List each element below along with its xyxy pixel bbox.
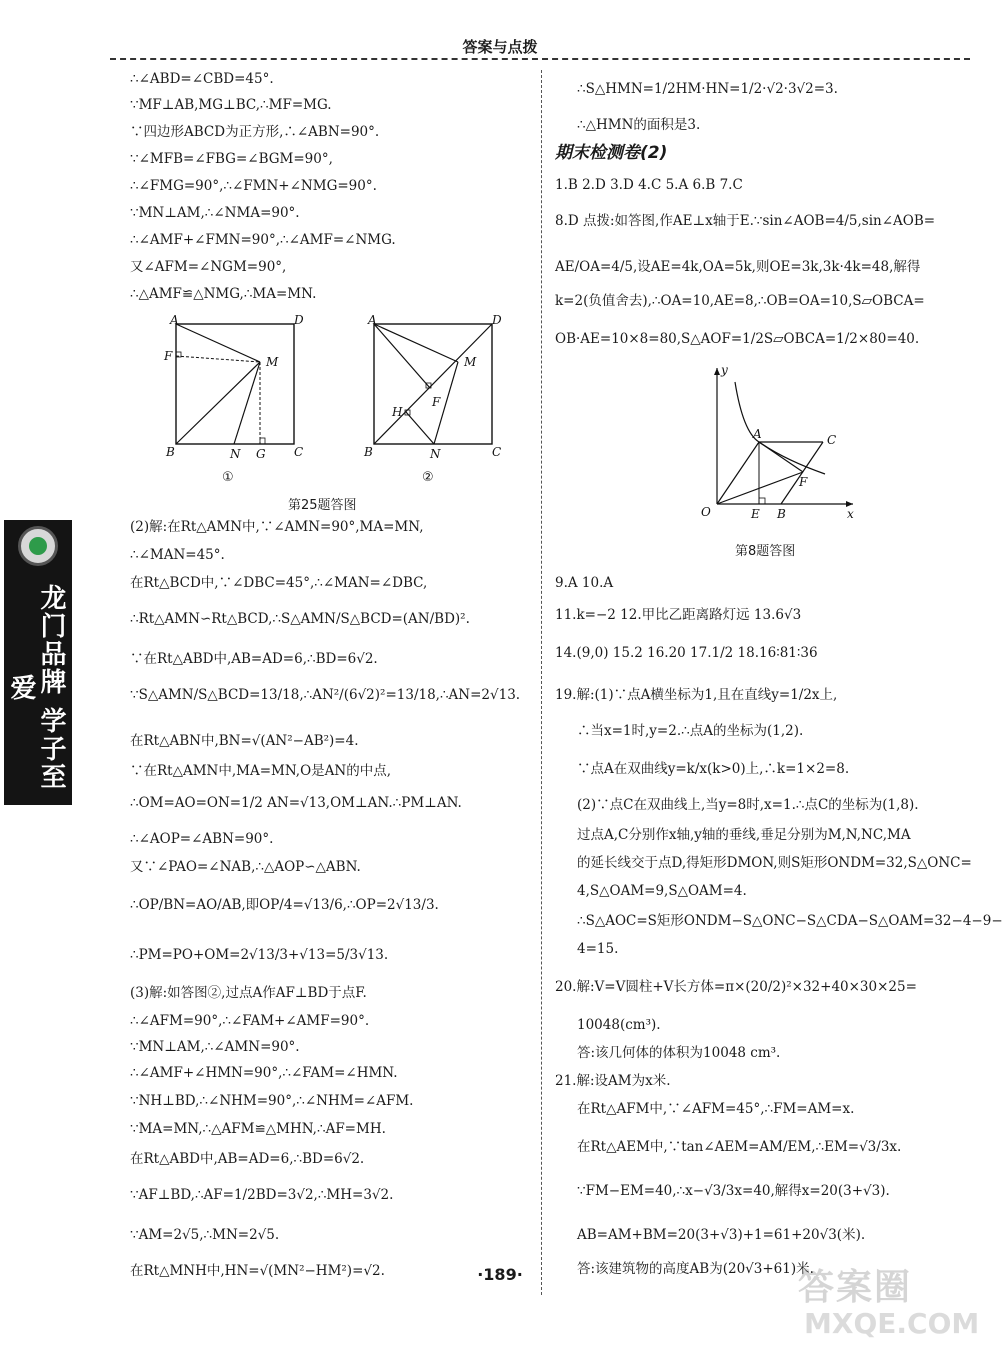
svg-text:M: M [266, 355, 279, 369]
text-line: 的延长线交于点D,得矩形DMON,则S矩形ONDM=32,S△ONC= [577, 855, 972, 871]
text-line: ∴∠AOP=∠ABN=90°. [130, 831, 274, 847]
text-line: ∴∠FMG=90°,∴∠FMN+∠NMG=90°. [130, 178, 377, 194]
watermark-top: 答案圈 [798, 1267, 913, 1308]
svg-text:G: G [256, 447, 266, 461]
text-line: ∴当x=1时,y=2.∴点A的坐标为(1,2). [577, 723, 804, 739]
text-line: 答:该几何体的体积为10048 cm³. [577, 1045, 781, 1061]
svg-text:B: B [364, 445, 373, 459]
text-line: AE/OA=4/5,设AE=4k,OA=5k,则OE=3k,3k·4k=48,解得 [555, 259, 921, 275]
text-line: 10048(cm³). [577, 1017, 661, 1033]
watermark-logo [794, 1257, 984, 1345]
svg-text:x: x [847, 507, 854, 521]
text-line: (2)∵点C在双曲线上,当y=8时,x=1.∴点C的坐标为(1,8). [577, 797, 919, 813]
svg-text:O: O [701, 505, 711, 519]
text-line: ∴△HMN的面积是3. [577, 117, 701, 133]
figure-8 [685, 362, 865, 526]
svg-text:C: C [294, 445, 304, 459]
text-line: OB·AE=10×8=80,S△AOF=1/2S▱OBCA=1/2×80=40. [555, 331, 920, 347]
text-line: ∵MF⊥AB,MG⊥BC,∴MF=MG. [130, 97, 332, 113]
text-line: ∵MN⊥AM,∴∠NMA=90°. [130, 205, 300, 221]
brand-sidebar [4, 520, 72, 805]
figure-25-1 [160, 313, 304, 480]
text-line: ∵NH⊥BD,∴∠NHM=90°,∴∠NHM=∠AFM. [130, 1093, 414, 1109]
text-line: 答:该建筑物的高度AB为(20√3+61)米. [577, 1261, 814, 1277]
text-line: 11.k=−2 12.甲比乙距离路灯远 13.6√3 [555, 607, 802, 623]
text-line: ∴∠MAN=45°. [130, 547, 225, 563]
text-line: ∴PM=PO+OM=2√13/3+√13=5/3√13. [130, 947, 389, 963]
header-divider [110, 58, 970, 60]
text-line: 又∵∠PAO=∠NAB,∴△AOP∽△ABN. [130, 859, 361, 875]
text-line: ∴Rt△AMN∽Rt△BCD,∴S△AMN/S△BCD=(AN/BD)². [130, 611, 470, 627]
text-line: ∵MA=MN,∴△AFM≌△MHN,∴AF=MH. [130, 1121, 386, 1137]
text-line: ∵AF⊥BD,∴AF=1/2BD=3√2,∴MH=3√2. [130, 1187, 394, 1203]
text-line: ∵点A在双曲线y=k/x(k>0)上,∴k=1×2=8. [577, 761, 850, 777]
text-line: 9.A 10.A [555, 575, 614, 591]
text-line: 在Rt△MNH中,HN=√(MN²−HM²)=√2. [130, 1263, 385, 1279]
svg-text:E: E [751, 507, 760, 521]
svg-text:F: F [432, 395, 441, 409]
figure-8-caption: 第8题答图 [735, 544, 796, 559]
brand-logo-icon [18, 526, 58, 566]
text-line: ∴OM=AO=ON=1/2 AN=√13,OM⊥AN.∴PM⊥AN. [130, 795, 462, 811]
text-line: 4=15. [577, 941, 619, 957]
svg-text:D: D [294, 313, 304, 327]
svg-text:B: B [777, 507, 786, 521]
page-number: ·189· [477, 1265, 523, 1284]
text-line: ∵FM−EM=40,∴x−√3/3x=40,解得x=20(3+√3). [577, 1183, 890, 1199]
text-line: ∵MN⊥AM,∴∠AMN=90°. [130, 1039, 300, 1055]
text-line: ∴∠AFM=90°,∴∠FAM+∠AMF=90°. [130, 1013, 370, 1029]
text-line: ∴OP/BN=AO/AB,即OP/4=√13/6,∴OP=2√13/3. [130, 897, 439, 913]
text-line: 过点A,C分别作x轴,y轴的垂线,垂足分别为M,N,NC,MA [577, 827, 911, 843]
text-line: 在Rt△ABN中,BN=√(AN²−AB²)=4. [130, 733, 359, 749]
text-line: 在Rt△AEM中,∵tan∠AEM=AM/EM,∴EM=√3/3x. [577, 1139, 902, 1155]
svg-text:N: N [230, 447, 241, 461]
header-title: 答案与点拨 [462, 38, 538, 56]
figure-25-caption: 第25题答图 [288, 498, 357, 513]
svg-text:F: F [164, 349, 173, 363]
svg-text:A: A [368, 313, 377, 327]
text-line: 19.解:(1)∵点A横坐标为1,且在直线y=1/2x上, [555, 687, 838, 703]
text-line: ∵四边形ABCD为正方形,∴∠ABN=90°. [130, 124, 380, 140]
text-line: ∴∠AMF+∠HMN=90°,∴∠FAM=∠HMN. [130, 1065, 398, 1081]
text-line: ∴S△HMN=1/2HM·HN=1/2·√2·3√2=3. [577, 81, 838, 97]
svg-text:D: D [492, 313, 502, 327]
text-line: ∵在Rt△ABD中,AB=AD=6,∴BD=6√2. [130, 651, 378, 667]
text-line: k=2(负值舍去),∴OA=10,AE=8,∴OB=OA=10,S▱OBCA= [555, 293, 925, 309]
text-line: (2)解:在Rt△AMN中,∵∠AMN=90°,MA=MN, [130, 519, 424, 535]
brand-slogan: 龙门品牌 学子至爱 [6, 584, 66, 792]
svg-text:C: C [827, 433, 837, 447]
svg-text:B: B [166, 445, 175, 459]
text-line: 21.解:设AM为x米. [555, 1073, 671, 1089]
text-line: 14.(9,0) 15.2 16.20 17.1/2 18.16∶81∶36 [555, 645, 818, 661]
figure-label-1: ① [222, 470, 234, 485]
column-divider [541, 70, 542, 1295]
text-line: ∵在Rt△AMN中,MA=MN,O是AN的中点, [130, 763, 392, 779]
svg-text:N: N [430, 447, 441, 461]
text-line: ∵∠MFB=∠FBG=∠BGM=90°, [130, 151, 333, 167]
svg-text:y: y [721, 363, 728, 377]
svg-text:F: F [799, 475, 808, 489]
text-line: 8.D 点拨:如答图,作AE⊥x轴于E.∵sin∠AOB=4/5,sin∠AOB= [555, 213, 936, 229]
text-line: ∵S△AMN/S△BCD=13/18,∴AN²/(6√2)²=13/18,∴AN=2√13. [130, 687, 521, 703]
text-line: 20.解:V=V圆柱+V长方体=π×(20/2)²×32+40×30×25= [555, 979, 917, 995]
text-line: AB=AM+BM=20(3+√3)+1=61+20√3(米). [577, 1227, 866, 1243]
text-line: ∴S△AOC=S矩形ONDM−S△ONC−S△CDA−S△OAM=32−4−9− [577, 913, 1003, 929]
svg-text:H: H [392, 405, 403, 419]
text-line: ∵AM=2√5,∴MN=2√5. [130, 1227, 280, 1243]
figure-label-2: ② [422, 470, 434, 485]
text-line: 在Rt△ABD中,AB=AD=6,∴BD=6√2. [130, 1151, 365, 1167]
text-line: 又∠AFM=∠NGM=90°, [130, 259, 287, 275]
svg-text:C: C [492, 445, 502, 459]
svg-text:A: A [170, 313, 179, 327]
svg-text:A: A [753, 427, 762, 441]
svg-text:M: M [464, 355, 477, 369]
section-title: 期末检测卷(2) [555, 143, 668, 163]
text-line: ∴△AMF≌△NMG,∴MA=MN. [130, 286, 317, 302]
figure-25-2 [358, 313, 508, 480]
text-line: (3)解:如答图②,过点A作AF⊥BD于点F. [130, 985, 367, 1001]
text-line: 4,S△OAM=9,S△OAM=4. [577, 883, 747, 899]
text-line: 在Rt△AFM中,∵∠AFM=45°,∴FM=AM=x. [577, 1101, 855, 1117]
text-line: 1.B 2.D 3.D 4.C 5.A 6.B 7.C [555, 177, 743, 193]
watermark-bottom: MXQE.COM [804, 1307, 980, 1340]
text-line: ∴∠AMF+∠FMN=90°,∴∠AMF=∠NMG. [130, 232, 396, 248]
text-line: ∴∠ABD=∠CBD=45°. [130, 71, 274, 87]
text-line: 在Rt△BCD中,∵∠DBC=45°,∴∠MAN=∠DBC, [130, 575, 428, 591]
